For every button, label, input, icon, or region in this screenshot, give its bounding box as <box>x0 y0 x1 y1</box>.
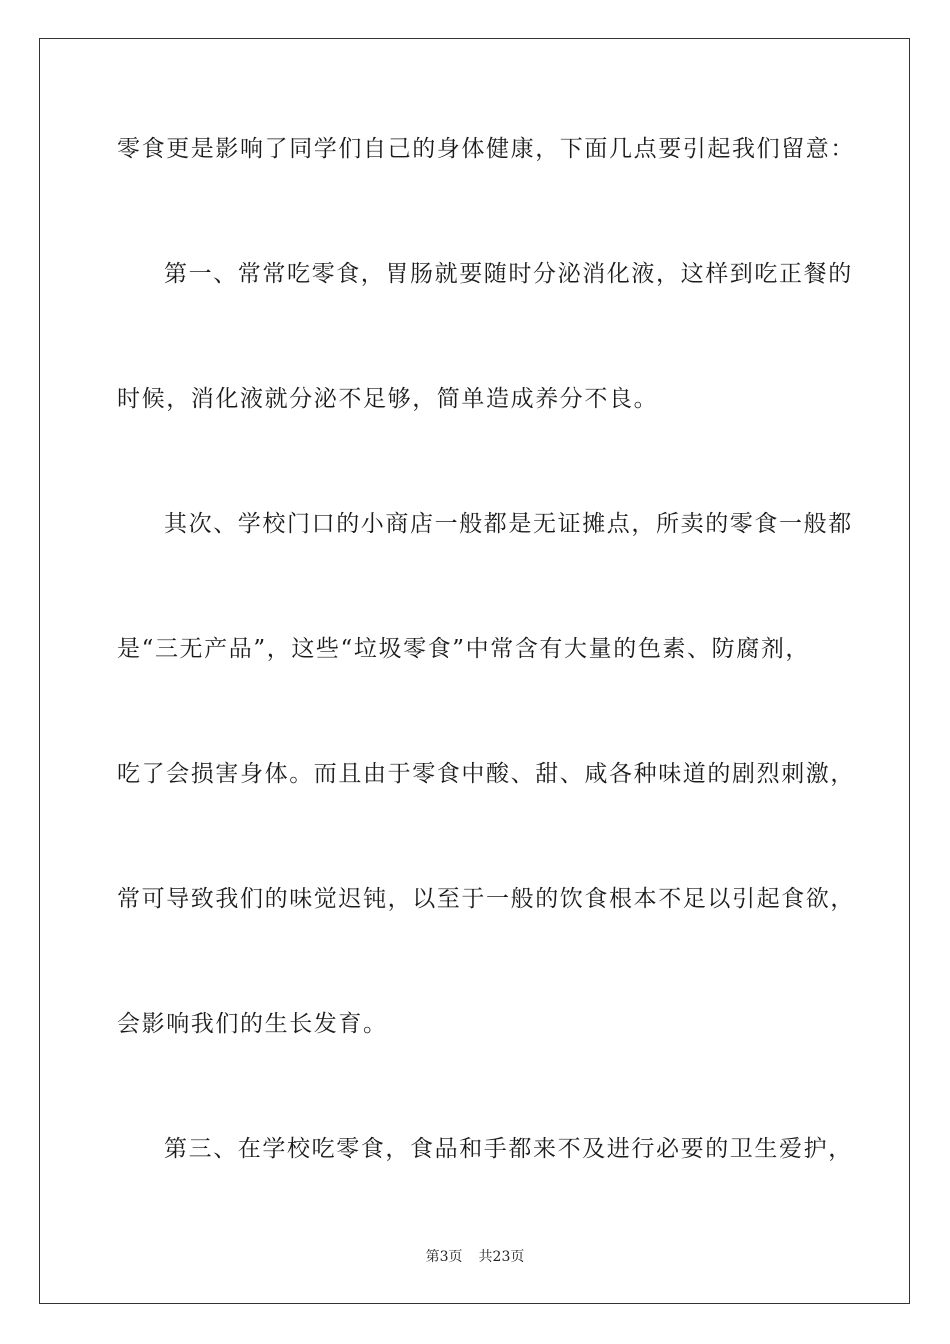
page-footer <box>0 1248 950 1266</box>
page-number: 第3页 <box>425 1249 463 1265</box>
page-border <box>39 38 910 1304</box>
paragraph-start-line: 第三、在学校吃零食，食品和手都来不及进行必要的卫生爱护， <box>164 1136 853 1162</box>
body-line: 零食更是影响了同学们自己的身体健康，下面几点要引起我们留意： <box>117 136 855 162</box>
body-line: 常可导致我们的味觉迟钝，以至于一般的饮食根本不足以引起食欲， <box>117 886 855 912</box>
paragraph-start-line: 其次、学校门口的小商店一般都是无证摊点，所卖的零食一般都 <box>164 511 853 537</box>
body-line: 会影响我们的生长发育。 <box>117 1011 388 1037</box>
body-line: 吃了会损害身体。而且由于零食中酸、甜、咸各种味道的剧烈刺激， <box>117 761 855 787</box>
paragraph-start-line: 第一、常常吃零食，胃肠就要随时分泌消化液，这样到吃正餐的 <box>164 261 853 287</box>
body-line: 是“三无产品”，这些“垃圾零食”中常含有大量的色素、防腐剂， <box>117 636 811 662</box>
body-line: 时候，消化液就分泌不足够，简单造成养分不良。 <box>117 386 659 412</box>
page-total: 共23页 <box>478 1249 525 1265</box>
